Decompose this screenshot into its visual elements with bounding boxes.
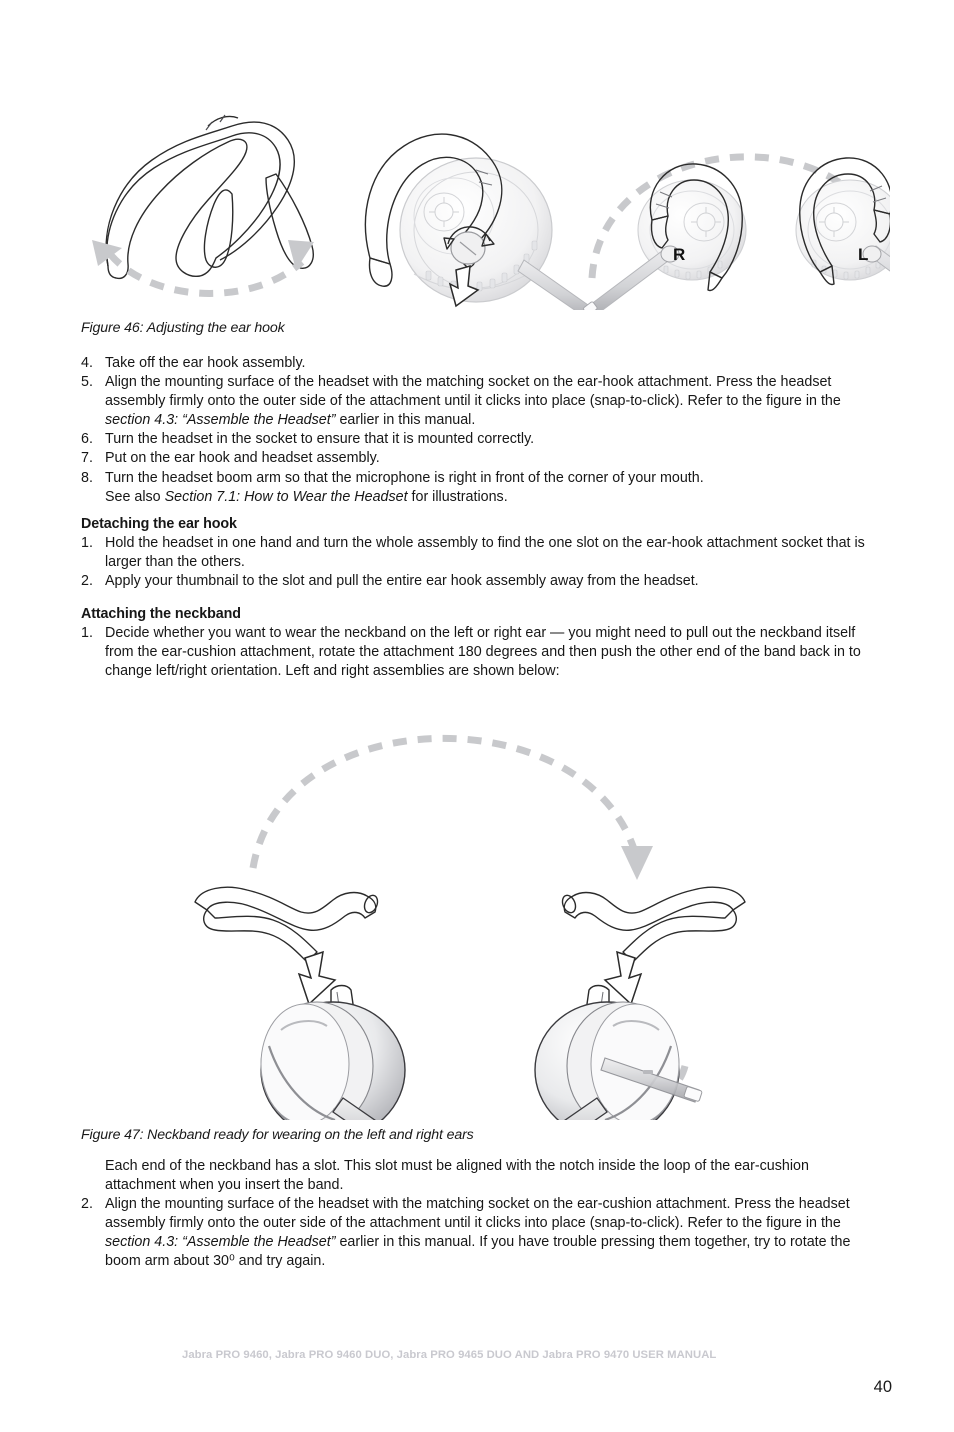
list-marker: 1. [81, 535, 93, 552]
list-item [81, 469, 881, 507]
list-item [81, 624, 881, 681]
figure-46-illustration [80, 78, 890, 310]
list-marker: 6. [81, 431, 93, 448]
list-text-part-c: for illustrations. [407, 488, 508, 505]
figure-47-caption: Figure 47: Neckband ready for wearing on the left and right ears [81, 1127, 474, 1143]
left-right-orientation-drawing [583, 157, 890, 310]
adjusting-steps-list [81, 354, 881, 507]
list-text: Put on the ear hook and headset assembly. [105, 450, 380, 467]
list-text-italic: Section 7.1: How to Wear the Headset [164, 488, 408, 505]
neckband-left-assembly [195, 887, 425, 1120]
neckband-slot-block [81, 1157, 881, 1272]
ear-hook-assembly-drawing [106, 115, 313, 278]
list-text-part-b: See also [105, 488, 165, 505]
list-item [81, 572, 881, 591]
list-item [81, 354, 881, 373]
ear-hook-on-headset-drawing [365, 134, 598, 310]
list-text-part-a: Align the mounting surface of the headset with the matching socket on the ear-hook attachment. Press the headset assembly firmly onto the outer side of the attachment until it clicks into place (snap-to-click). Refer to the figure in the [105, 374, 841, 410]
list-marker: 5. [81, 374, 93, 391]
detaching-block [81, 515, 881, 591]
list-text-part-b: earlier in this manual. [335, 412, 476, 429]
heading-detaching-the-ear-hook: Detaching the ear hook [81, 516, 237, 532]
figure-47-illustration [185, 690, 755, 1120]
list-item [81, 534, 881, 572]
list-text-part-b: earlier in this manual. If you have trouble pressing them together, try to rotate the boom arm about 30⁰ and try again. [105, 1234, 851, 1270]
list-text-part-a: Align the mounting surface of the headset with the matching socket on the ear-cushion attachment. Press the headset assembly firmly onto the outer side of the attachment until it clicks into place (snap-to-click). Refer to the figure in the [105, 1196, 850, 1232]
list-item [81, 430, 881, 449]
list-marker: 7. [81, 450, 93, 467]
label-right: R [673, 245, 686, 264]
attaching-steps-list-part2 [81, 1195, 881, 1271]
list-text: Decide whether you want to wear the neckband on the left or right ear — you might need to pull out the neckband itself from the ear-cushion attachment, rotate the attachment 180 degrees and then push the other end of the band back in to change left/right orientation. Left and right assemblies are shown below: [105, 625, 861, 680]
paragraph-slot-alignment: Each end of the neckband has a slot. This slot must be aligned with the notch inside the loop of the ear-cushion attachment when you insert the band. [105, 1158, 809, 1194]
list-text: Hold the headset in one hand and turn the whole assembly to find the one slot on the ear-hook attachment socket that is larger than the others. [105, 535, 865, 571]
adjusting-steps-block [81, 354, 881, 507]
rotation-arrow-left [92, 240, 314, 293]
list-continuation [105, 488, 881, 507]
list-text-part-a: Turn the headset boom arm so that the microphone is right in front of the corner of your mouth. [105, 469, 704, 486]
heading-attaching-the-neckband: Attaching the neckband [81, 606, 241, 622]
list-marker: 8. [81, 469, 93, 486]
list-item [81, 1195, 881, 1271]
attaching-neckband-block [81, 605, 881, 681]
list-marker: 1. [81, 625, 93, 642]
list-marker: 2. [81, 573, 93, 590]
page-number: 40 [873, 1378, 892, 1396]
list-text: Apply your thumbnail to the slot and pull the entire ear hook assembly away from the headset. [105, 573, 699, 590]
list-item [81, 373, 881, 430]
figure-46-caption: Figure 46: Adjusting the ear hook [81, 320, 285, 336]
rotation-arrow-large [253, 738, 653, 880]
list-text-italic: section 4.3: “Assemble the Headset” [105, 1234, 336, 1251]
attaching-steps-list-part1 [81, 624, 881, 681]
list-marker: 2. [81, 1196, 93, 1213]
neckband-right-assembly [514, 887, 745, 1120]
list-marker: 4. [81, 355, 93, 371]
list-item [81, 449, 881, 468]
list-text: Turn the headset in the socket to ensure that it is mounted correctly. [105, 431, 535, 448]
label-left: L [858, 245, 869, 264]
footer-product-line: Jabra PRO 9460, Jabra PRO 9460 DUO, Jabra PRO 9465 DUO AND Jabra PRO 9470 USER MANUAL [182, 1349, 717, 1361]
list-text-italic: section 4.3: “Assemble the Headset” [105, 412, 336, 429]
detaching-steps-list [81, 534, 881, 591]
list-text: Take off the ear hook assembly. [105, 355, 306, 371]
